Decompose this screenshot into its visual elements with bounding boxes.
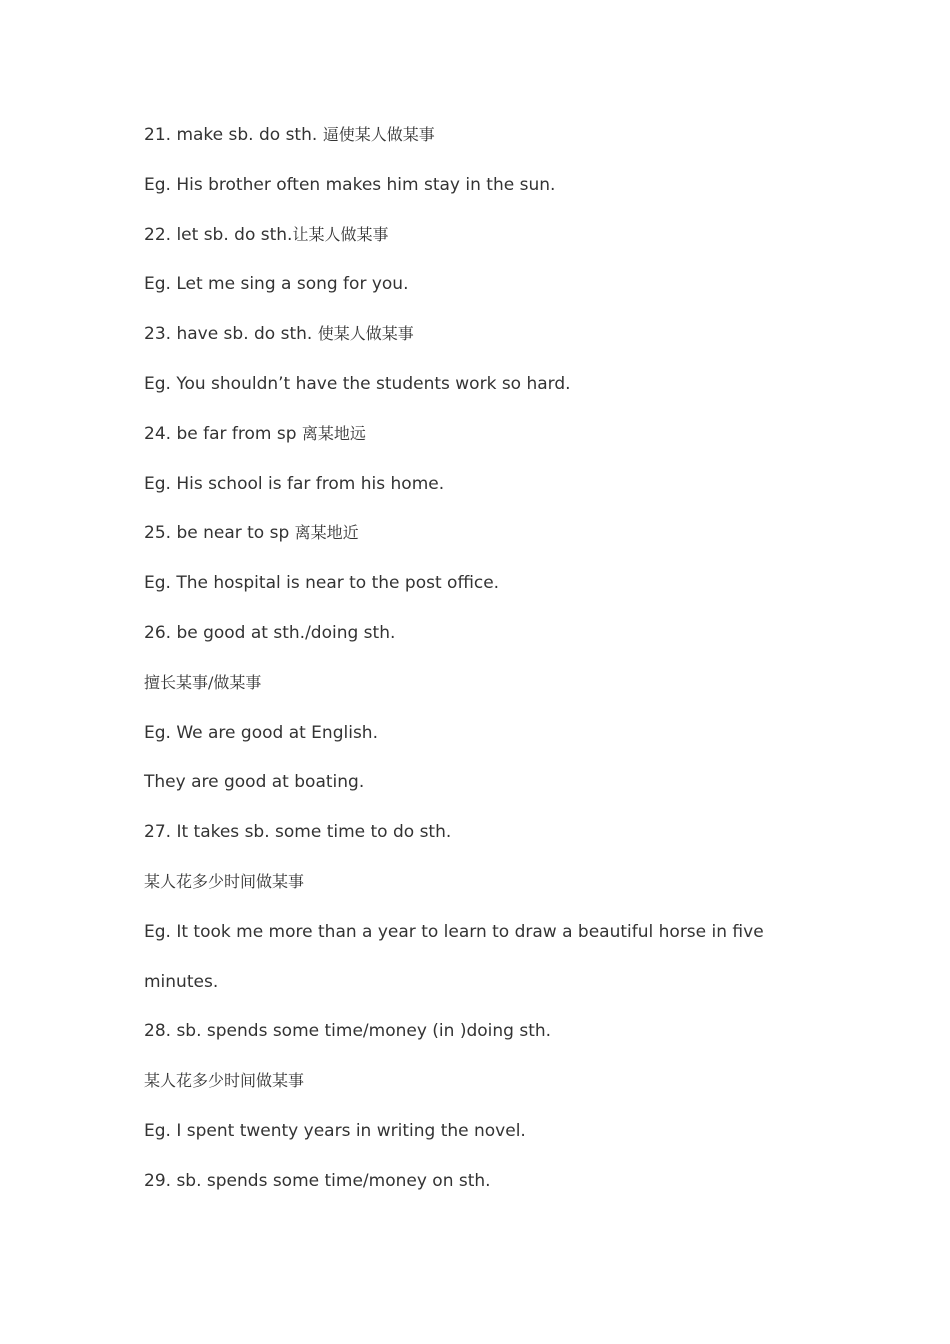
text-line [144, 420, 824, 470]
text-line [144, 470, 824, 520]
phrase-en: Eg. Let me sing a song for you. [144, 274, 409, 295]
phrase-zh: 使某人做某事 [317, 324, 414, 344]
text-line [144, 619, 824, 669]
text-line [144, 121, 824, 171]
phrase-en: 26. be good at sth./doing sth. [144, 622, 396, 643]
text-line [144, 768, 824, 818]
phrase-zh: 擅长某事/做某事 [144, 672, 262, 692]
document-page [144, 121, 824, 1217]
phrase-en: 25. be near to sp [144, 523, 295, 544]
phrase-en: Eg. His school is far from his home. [144, 473, 445, 494]
phrase-en: Eg. We are good at English. [144, 722, 378, 743]
phrase-en: minutes. [144, 971, 219, 992]
text-line [144, 968, 824, 1018]
text-line [144, 320, 824, 370]
phrase-zh: 某人花多少时间做某事 [144, 871, 305, 891]
text-line [144, 818, 824, 868]
text-line [144, 1167, 824, 1217]
phrase-zh: 离某地远 [301, 423, 366, 443]
text-line [144, 270, 824, 320]
phrase-en: Eg. His brother often makes him stay in the sun. [144, 174, 556, 195]
phrase-zh: 某人花多少时间做某事 [144, 1071, 305, 1091]
phrase-zh: 让某人做某事 [292, 224, 389, 244]
phrase-zh: 逼使某人做某事 [322, 125, 435, 144]
text-line [144, 370, 824, 420]
text-line [144, 519, 824, 569]
phrase-en: Eg. It took me more than a year to learn to draw a beautiful horse in five [144, 921, 764, 942]
phrase-en: They are good at boating. [144, 772, 365, 793]
phrase-en: Eg. The hospital is near to the post office. [144, 573, 500, 594]
phrase-en: 28. sb. spends some time/money (in )doing sth. [144, 1021, 552, 1042]
phrase-en: 29. sb. spends some time/money on sth. [144, 1170, 491, 1191]
text-line [144, 569, 824, 619]
phrase-en: 23. have sb. do sth. [144, 324, 318, 345]
text-line [144, 868, 824, 918]
phrase-en: 27. It takes sb. some time to do sth. [144, 822, 452, 843]
text-line [144, 221, 824, 271]
phrase-zh: 离某地近 [294, 523, 359, 543]
text-line [144, 1117, 824, 1167]
text-line [144, 719, 824, 769]
text-line [144, 1017, 824, 1067]
text-line [144, 918, 824, 968]
text-line [144, 171, 824, 221]
phrase-en: 24. be far from sp [144, 423, 302, 444]
text-line [144, 669, 824, 719]
phrase-en: 21. make sb. do sth. [144, 125, 323, 145]
phrase-en: Eg. I spent twenty years in writing the novel. [144, 1120, 526, 1141]
phrase-en: Eg. You shouldn’t have the students work so hard. [144, 373, 571, 394]
text-line [144, 1067, 824, 1117]
phrase-en: 22. let sb. do sth. [144, 224, 293, 245]
